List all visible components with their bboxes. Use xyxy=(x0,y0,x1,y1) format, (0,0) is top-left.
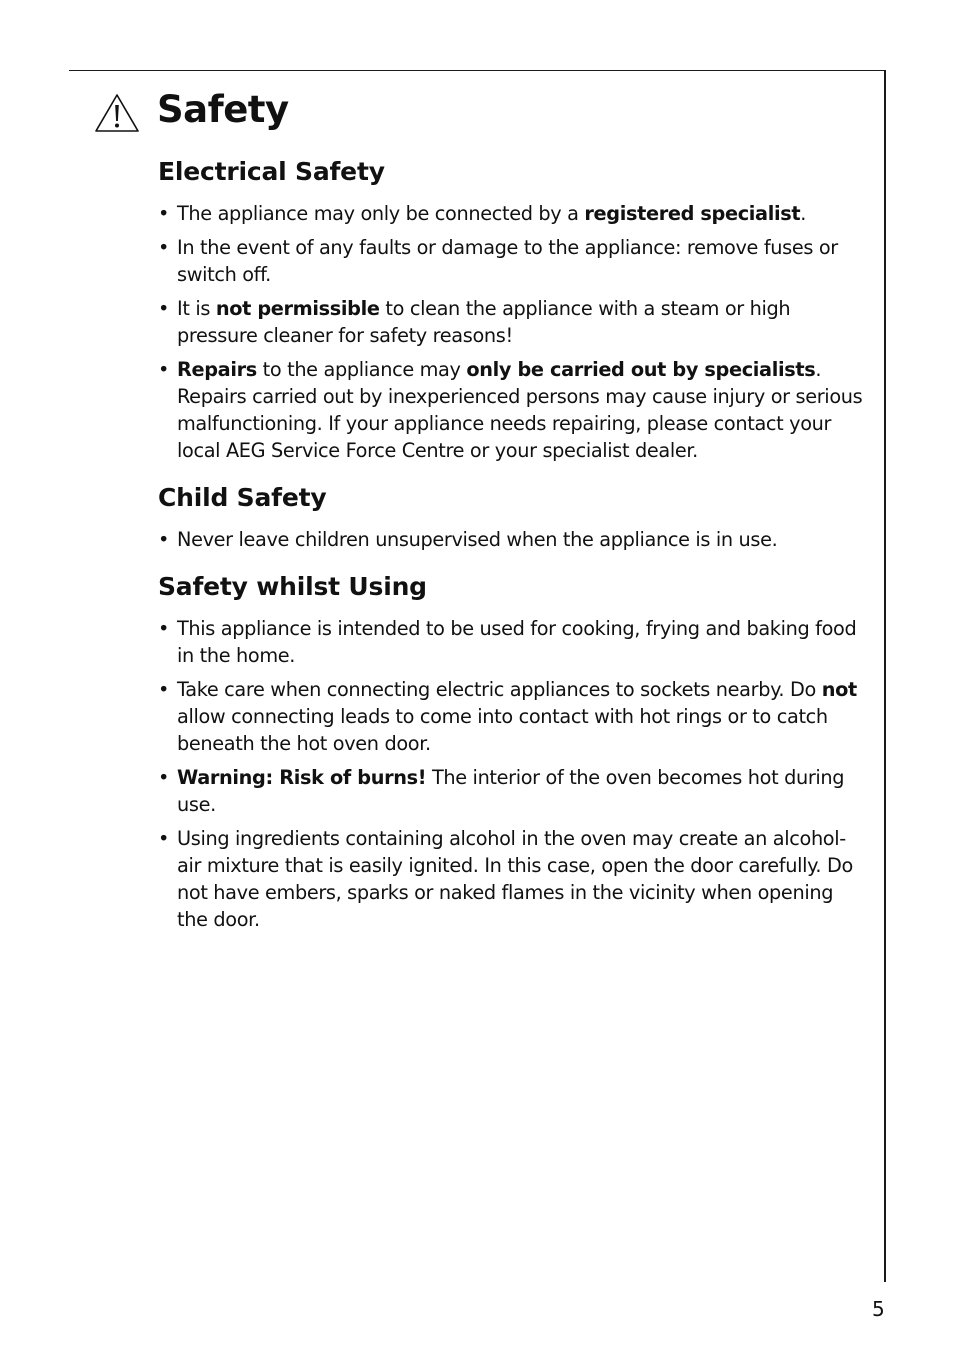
emphasis-text: only be carried out by specialists xyxy=(466,358,816,381)
right-rule xyxy=(884,70,886,1282)
list-item xyxy=(158,356,868,464)
body-text: Using ingredients containing alcohol in the oven may create an alcohol-air mixture that is easily ignited. In this case, open the door carefully. Do not have embers, sparks or naked flames in the vicinity when opening the door. xyxy=(177,827,853,931)
content xyxy=(158,152,868,947)
list-item xyxy=(158,200,868,227)
emphasis-text: Warning: Risk of burns! xyxy=(177,766,427,789)
bullet-list xyxy=(158,200,868,464)
section-heading: Electrical Safety xyxy=(158,157,385,186)
body-text: . xyxy=(800,202,806,225)
body-text: It is xyxy=(177,297,216,320)
bullet-icon: • xyxy=(158,202,170,225)
section-safety-whilst-using xyxy=(158,567,868,933)
emphasis-text: registered specialist xyxy=(584,202,801,225)
emphasis-text: not permissible xyxy=(215,297,380,320)
warning-triangle-icon xyxy=(94,93,140,133)
list-item xyxy=(158,676,868,757)
body-text: Never leave children unsupervised when the appliance is in use. xyxy=(177,528,778,551)
list-item xyxy=(158,295,868,349)
section-child-safety xyxy=(158,478,868,553)
section-electrical-safety xyxy=(158,152,868,464)
body-text: In the event of any faults or damage to the appliance: remove fuses or switch off. xyxy=(177,236,838,286)
top-rule xyxy=(69,70,886,71)
body-text: . Repairs carried out by inexperienced persons may cause injury or serious malfunctioning. If your appliance needs repairing, please contact your local AEG Service Force Centre or your specialist dealer. xyxy=(177,358,863,462)
bullet-icon: • xyxy=(158,236,170,259)
bullet-icon: • xyxy=(158,827,170,850)
emphasis-text: not xyxy=(821,678,857,701)
section-heading: Child Safety xyxy=(158,483,327,512)
bullet-list xyxy=(158,526,868,553)
body-text: to clean the appliance with a steam or high pressure cleaner for safety reasons! xyxy=(177,297,791,347)
emphasis-text: Repairs xyxy=(177,358,257,381)
page-number: 5 xyxy=(872,1297,885,1321)
body-text: The appliance may only be connected by a xyxy=(177,202,585,225)
body-text: Take care when connecting electric appliances to sockets nearby. Do xyxy=(177,678,822,701)
list-item xyxy=(158,764,868,818)
body-text: The interior of the oven becomes hot during use. xyxy=(177,766,845,816)
bullet-icon: • xyxy=(158,766,170,789)
list-item xyxy=(158,615,868,669)
list-item xyxy=(158,825,868,933)
body-text: This appliance is intended to be used for cooking, frying and baking food in the home. xyxy=(177,617,857,667)
bullet-icon: • xyxy=(158,358,170,381)
page-title: Safety xyxy=(157,88,289,131)
bullet-icon: • xyxy=(158,617,170,640)
body-text: allow connecting leads to come into contact with hot rings or to catch beneath the hot oven door. xyxy=(177,705,828,755)
bullet-icon: • xyxy=(158,528,170,551)
bullet-icon: • xyxy=(158,678,170,701)
bullet-list xyxy=(158,615,868,933)
list-item xyxy=(158,234,868,288)
body-text: to the appliance may xyxy=(256,358,467,381)
list-item xyxy=(158,526,868,553)
section-heading: Safety whilst Using xyxy=(158,572,427,601)
bullet-icon: • xyxy=(158,297,170,320)
